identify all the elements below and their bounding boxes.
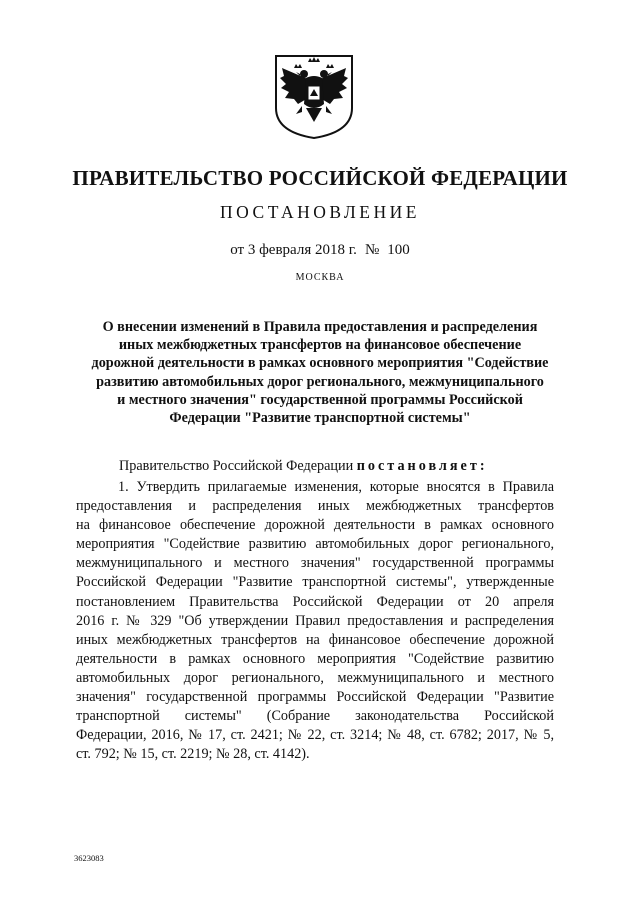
body-paragraph: [76, 478, 554, 764]
body-line: ст. 792; № 15, ст. 2219; № 28, ст. 4142).: [76, 746, 310, 763]
preamble-decree-word: постановляет:: [356, 458, 488, 474]
document-date: от 3 февраля 2018 г.: [230, 242, 357, 258]
preamble-line: [119, 458, 488, 475]
body-line: деятельности в рамках основного мероприятия "Содействие развитию: [76, 650, 554, 667]
body-line: межмуниципального и местного значения" государственной программы: [76, 555, 554, 572]
body-line: постановлением Правительства Российской Федерации от 20 апреля: [76, 593, 554, 610]
body-line: на финансовое обеспечение дорожной деятельности в рамках основного: [76, 517, 554, 534]
preamble-text: Правительство Российской Федерации: [119, 458, 354, 474]
body-line: мероприятия "Содействие развитию автомобильных дорог регионального,: [76, 536, 554, 553]
document-title: [70, 318, 570, 427]
document-type-heading: ПОСТАНОВЛЕНИЕ: [220, 202, 420, 222]
body-line: Федерации, 2016, № 17, ст. 2421; № 22, ст. 3214; № 48, ст. 6782; 2017, № 5,: [76, 727, 554, 744]
coat-of-arms-emblem: [272, 52, 356, 140]
number-sign: №: [364, 242, 380, 258]
date-number-line: [0, 242, 640, 259]
body-line: Российской Федерации "Развитие транспортной системы", утвержденные: [76, 574, 554, 591]
title-line: и местного значения" государственной программы Российской: [117, 391, 523, 408]
body-line: иных межбюджетных трансфертов на финансовое обеспечение дорожной: [76, 631, 554, 648]
body-line: значения" государственной программы Российской Федерации "Развитие: [76, 689, 554, 706]
title-line: О внесении изменений в Правила предоставления и распределения: [102, 319, 538, 335]
title-line: дорожной деятельности в рамках основного мероприятия "Содействие: [91, 355, 549, 372]
body-line: автомобильных дорог регионального, межмуниципального и местного: [76, 669, 554, 686]
body-line: 2016 г. № 329 "Об утверждении Правил предоставления и распределения: [76, 612, 554, 629]
body-line: транспортной системы" (Собрание законодательства Российской: [76, 708, 554, 725]
body-line: 1. Утвердить прилагаемые изменения, которые вносятся в Правила: [118, 479, 554, 495]
city-label: МОСКВА: [295, 272, 345, 283]
document-number: 100: [387, 242, 410, 258]
title-line: иных межбюджетных трансфертов на финансовое обеспечение: [118, 337, 522, 354]
body-line: предоставления и распределения иных межбюджетных трансфертов: [76, 498, 554, 515]
title-line: развитию автомобильных дорог регионального, межмуниципального: [96, 373, 544, 390]
title-line: Федерации "Развитие транспортной системы": [169, 410, 471, 427]
document-code: 3623083: [74, 853, 104, 863]
issuing-authority-heading: ПРАВИТЕЛЬСТВО РОССИЙСКОЙ ФЕДЕРАЦИИ: [72, 166, 568, 190]
